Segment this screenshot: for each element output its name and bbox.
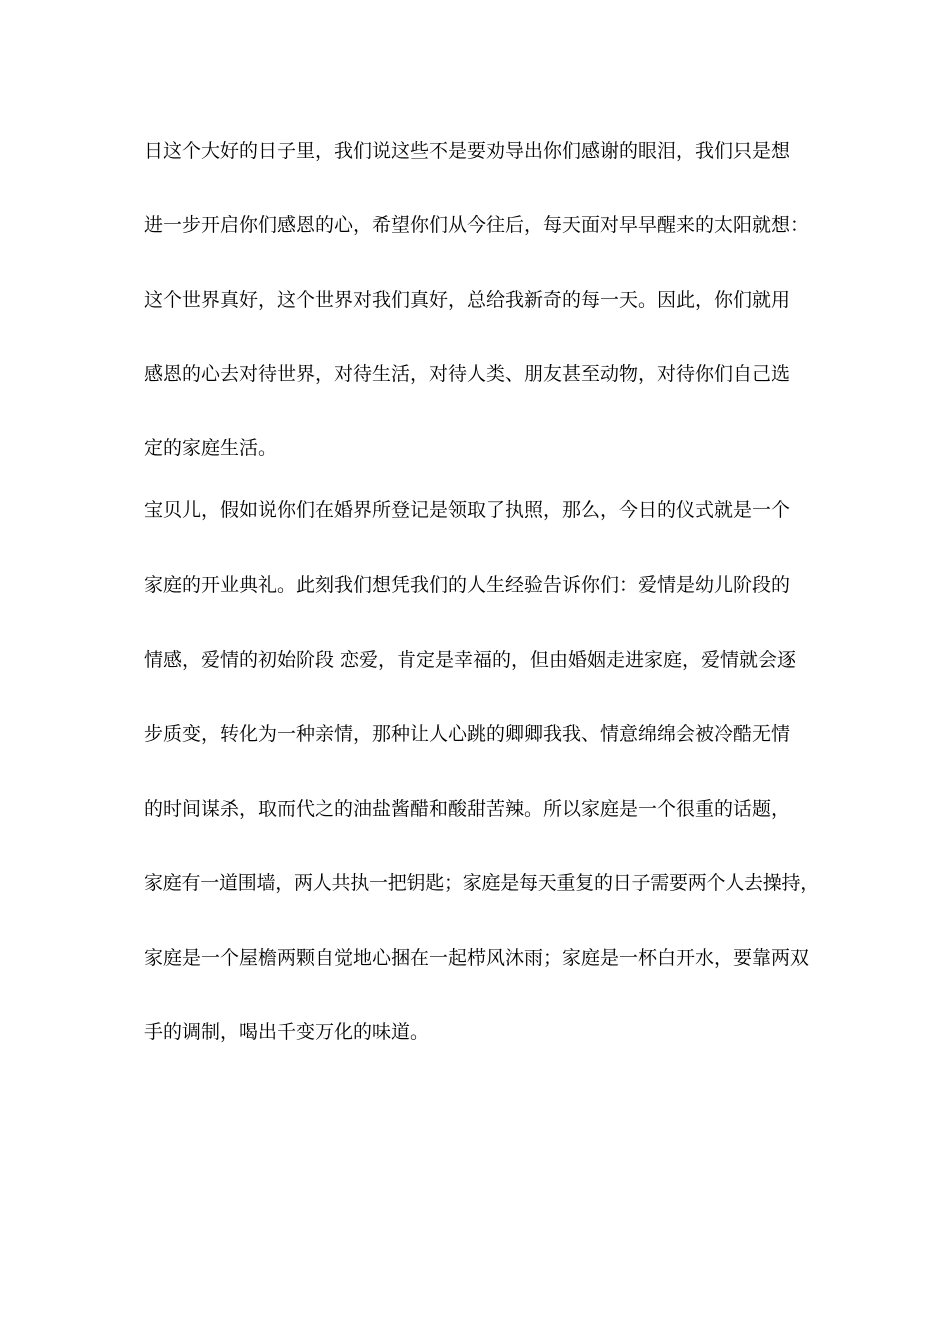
text-line: 家庭的开业典礼。此刻我们想凭我们的人生经验告诉你们：爱情是幼儿阶段的 (144, 574, 791, 596)
text-line: 家庭有一道围墙，两人共执一把钥匙；家庭是每天重复的日子需要两个人去操持， (144, 872, 820, 894)
text-line: 情感，爱情的初始阶段 恋爱，肯定是幸福的，但由婚姻走进家庭，爱情就会逐 (144, 649, 797, 671)
text-line: 手的调制，喝出千变万化的味道。 (144, 1021, 430, 1043)
text-line: 感恩的心去对待世界，对待生活，对待人类、朋友甚至动物，对待你们自己选 (144, 363, 791, 385)
text-line: 日这个大好的日子里，我们说这些不是要劝导出你们感谢的眼泪，我们只是想 (144, 140, 791, 162)
text-line: 的时间谋杀，取而代之的油盐酱醋和酸甜苦辣。所以家庭是一个很重的话题， (144, 798, 791, 820)
text-line: 步质变，转化为一种亲情，那种让人心跳的卿卿我我、情意绵绵会被冷酷无情 (144, 723, 791, 745)
text-line: 家庭是一个屋檐两颗自觉地心捆在一起栉风沐雨；家庭是一杯白开水，要靠两双 (144, 947, 810, 969)
text-line: 定的家庭生活。 (144, 437, 278, 459)
text-line: 这个世界真好，这个世界对我们真好，总给我新奇的每一天。因此，你们就用 (144, 289, 791, 311)
text-line: 宝贝儿，假如说你们在婚界所登记是领取了执照，那么，今日的仪式就是一个 (144, 499, 791, 521)
text-line: 进一步开启你们感恩的心，希望你们从今往后，每天面对早早醒来的太阳就想： (144, 214, 810, 236)
